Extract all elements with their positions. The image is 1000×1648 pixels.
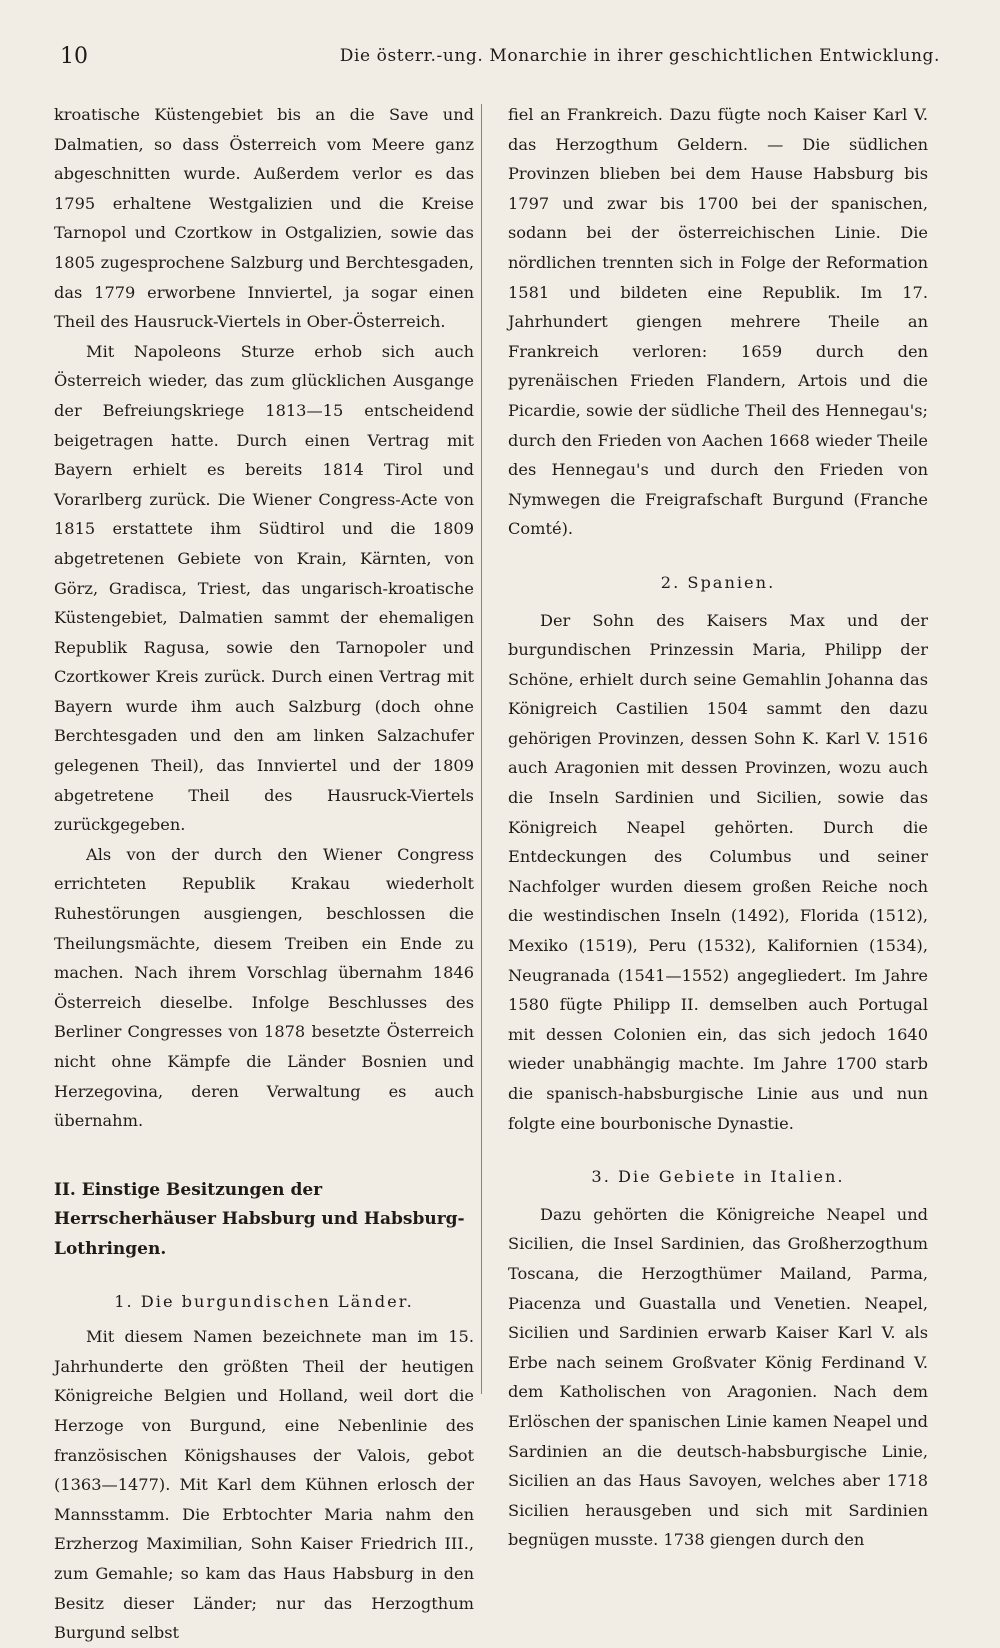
right-column [508, 100, 928, 1555]
paragraph: kroatische Küstengebiet bis an die Save und Dalmatien, so dass Österreich vom Meere ganz abgeschnitten wurde. Außerdem verlor es das 1795 erhaltene Westgalizien und die Kreise Tarnopol und Czortkow in Ostgalizien, sowie das 1805 zugesprochene Salzburg und Berchtesgaden, das 1779 erworbene Innviertel, ja sogar einen Theil des Hausruck-Viertels in Ober-Österreich. [54, 105, 474, 332]
subsection-heading: 1. Die burgundischen Länder. [114, 1291, 414, 1311]
paragraph: Mit diesem Namen bezeichnete man im 15. Jahrhunderte den größten Theil der heutigen Königreiche Belgien und Holland, weil dort die Herzoge von Burgund, eine Nebenlinie des französischen Königshauses der Valois, gebot (1363—1477). Mit Karl dem Kühnen erlosch der Mannsstamm. Die Erbtochter Maria nahm den Erzherzog Maximilian, Sohn Kaiser Friedrich III., zum Gemahle; so kam das Haus Habsburg in den Besitz dieser Länder; nur das Herzogthum Burgund selbst [54, 1327, 474, 1643]
paragraph: Dazu gehörten die Königreiche Neapel und Sicilien, die Insel Sardinien, das Großherzogthum Toscana, die Herzogthümer Mailand, Parma, Piacenza und Guastalla und Venetien. Neapel, Sicilien und Sardinien erwarb Kaiser Karl V. als Erbe nach seinem Großvater König Ferdinand V. dem Katholischen von Aragonien. Nach dem Erlöschen der spanischen Linie kamen Neapel und Sardinien an die deutsch-habsburgische Linie, Sicilien an das Haus Savoyen, welches aber 1718 Sicilien herausgeben und sich mit Sardinien begnügen musste. 1738 giengen durch den [508, 1204, 928, 1550]
paragraph: Als von der durch den Wiener Congress errichteten Republik Krakau wiederholt Ruhestörungen ausgiengen, beschlossen die Theilungsmächte, diesem Treiben ein Ende zu machen. Nach ihrem Vorschlag übernahm 1846 Österreich dieselbe. Infolge Beschlusses des Berliner Congresses von 1878 besetzte Österreich nicht ohne Kämpfe die Länder Bosnien und Herzegovina, deren Verwaltung es auch übernahm. [54, 844, 474, 1131]
section-heading: II. Einstige Besitzungen der Herrscherhäuser Habsburg und Habsburg-Lothringen. [54, 1179, 465, 1259]
paragraph: Der Sohn des Kaisers Max und der burgundischen Prinzessin Maria, Philipp der Schöne, erhielt durch seine Gemahlin Johanna das Königreich Castilien 1504 sammt den dazu gehörigen Provinzen, dessen Sohn K. Karl V. 1516 auch Aragonien mit dessen Provinzen, wozu auch die Inseln Sardinien und Sicilien, sowie das Königreich Neapel gehörten. Durch die Entdeckungen des Columbus und seiner Nachfolger wurden diesem großen Reiche noch die westindischen Inseln (1492), Florida (1512), Mexiko (1519), Peru (1532), Kalifornien (1534), Neugranada (1541—1552) angegliedert. Im Jahre 1580 fügte Philipp II. demselben auch Portugal mit dessen Colonien ein, das sich jedoch 1640 wieder unabhängig machte. Im Jahre 1700 starb die spanisch-habsburgische Linie aus und nun folgte eine bourbonische Dynastie. [508, 610, 928, 1133]
page-number: 10 [60, 44, 88, 69]
paragraph: fiel an Frankreich. Dazu fügte noch Kaiser Karl V. das Herzogthum Geldern. — Die südlichen Provinzen blieben bei dem Hause Habsburg bis 1797 und zwar bis 1700 bei der spanischen, sodann bei der österreichischen Linie. Die nördlichen trennten sich in Folge der Reformation 1581 und bildeten eine Republik. Im 17. Jahrhundert giengen mehrere Theile an Frankreich verloren: 1659 durch den pyrenäischen Frieden Flandern, Artois und die Picardie, sowie der südliche Theil des Hennegau's; durch den Frieden von Aachen 1668 wieder Theile des Hennegau's und durch den Frieden von Nymwegen die Freigrafschaft Burgund (Franche Comté). [508, 105, 928, 539]
subsection-heading: 3. Die Gebiete in Italien. [591, 1167, 845, 1187]
running-title: Die österr.-ung. Monarchie in ihrer geschichtlichen Entwicklung. [339, 46, 940, 66]
left-column [54, 100, 474, 1648]
paragraph: Mit Napoleons Sturze erhob sich auch Österreich wieder, das zum glücklichen Ausgange der Befreiungskriege 1813—15 entscheidend beigetragen hatte. Durch einen Vertrag mit Bayern erhielt es bereits 1814 Tirol und Vorarlberg zurück. Die Wiener Congress-Acte von 1815 erstattete ihm Südtirol und die 1809 abgetretenen Gebiete von Krain, Kärnten, von Görz, Gradisca, Triest, das ungarisch-kroatische Küstengebiet, Dalmatien sammt der ehemaligen Republik Ragusa, sowie den Tarnopoler und Czortkower Kreis zurück. Durch einen Vertrag mit Bayern wurde ihm auch Salzburg (doch ohne Berchtesgaden und den am linken Salzachufer gelegenen Theil), das Innviertel und der 1809 abgetretene Theil des Hausruck-Viertels zurückgegeben. [54, 341, 474, 835]
subsection-heading: 2. Spanien. [660, 572, 776, 592]
column-divider [481, 104, 482, 1394]
page-header [60, 44, 940, 76]
